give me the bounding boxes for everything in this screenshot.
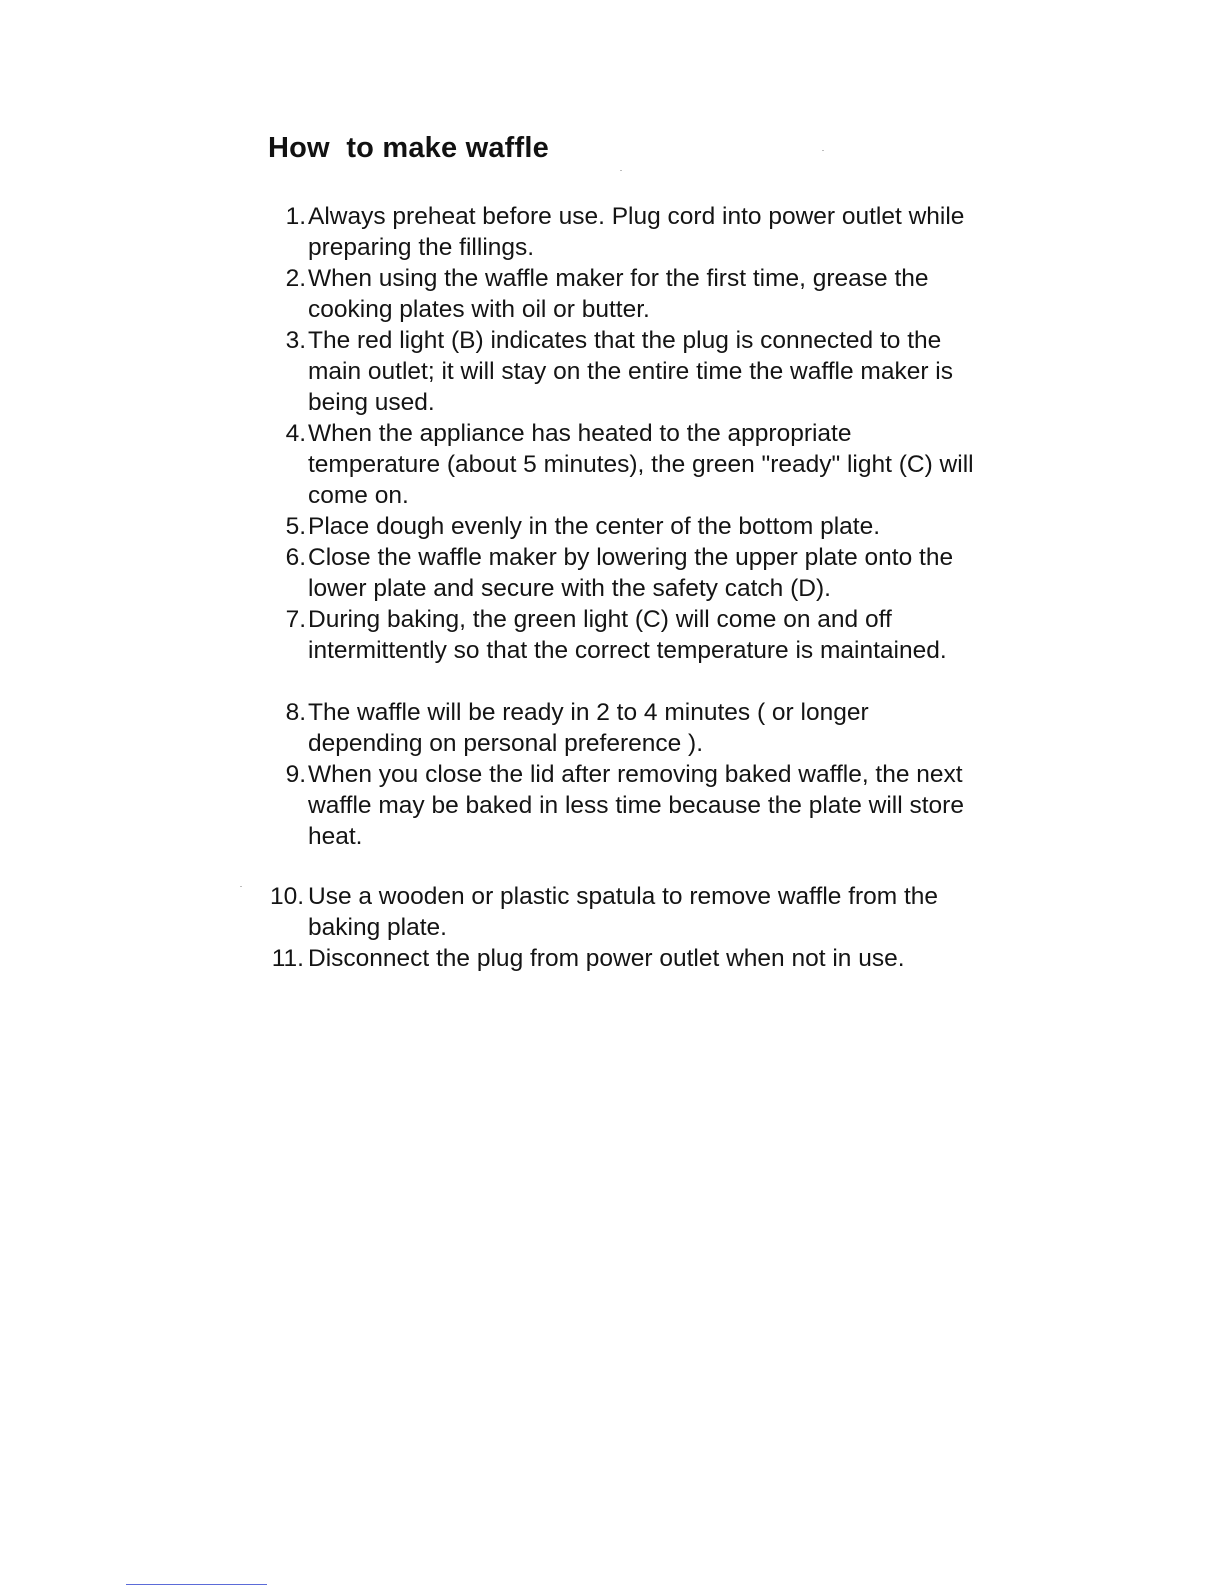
step-number: 11.: [271, 945, 304, 972]
step-text: During baking, the green light (C) will come on and off intermittently so that the correct temperature is maintained.: [308, 606, 947, 664]
step-number: 2.: [285, 265, 306, 292]
step-text: When the appliance has heated to the appropriate temperature (about 5 minutes), the green "ready" light (C) will come on.: [308, 420, 974, 509]
step-text: Always preheat before use. Plug cord into power outlet while preparing the fillings.: [308, 203, 965, 261]
scan-speck: [620, 170, 622, 171]
step-text: Disconnect the plug from power outlet when not in use.: [308, 945, 905, 972]
step-number: 4.: [285, 420, 306, 447]
scan-speck: [822, 150, 824, 151]
step-number: 5.: [285, 513, 306, 540]
page-title: How to make waffle: [268, 132, 549, 164]
step-number: 7.: [285, 606, 306, 633]
step-number: 3.: [285, 327, 306, 354]
step-text: Close the waffle maker by lowering the upper plate onto the lower plate and secure with the safety catch (D).: [308, 544, 954, 602]
step-number: 8.: [285, 699, 306, 726]
scan-speck: [240, 886, 242, 887]
step-text: When you close the lid after removing baked waffle, the next waffle may be baked in less time because the plate will store heat.: [308, 761, 964, 850]
step-text: Place dough evenly in the center of the bottom plate.: [308, 513, 881, 540]
step-number: 10.: [269, 883, 304, 910]
step-number: 9.: [285, 761, 306, 788]
step-text: Use a wooden or plastic spatula to remove waffle from the baking plate.: [308, 883, 939, 941]
step-number: 1.: [285, 203, 306, 230]
step-text: When using the waffle maker for the first time, grease the cooking plates with oil or butter.: [308, 265, 929, 323]
step-text: The red light (B) indicates that the plug is connected to the main outlet; it will stay on the entire time the waffle maker is being used.: [308, 327, 953, 416]
step-number: 6.: [285, 544, 306, 571]
step-text: The waffle will be ready in 2 to 4 minutes ( or longer depending on personal preference ).: [308, 699, 869, 757]
